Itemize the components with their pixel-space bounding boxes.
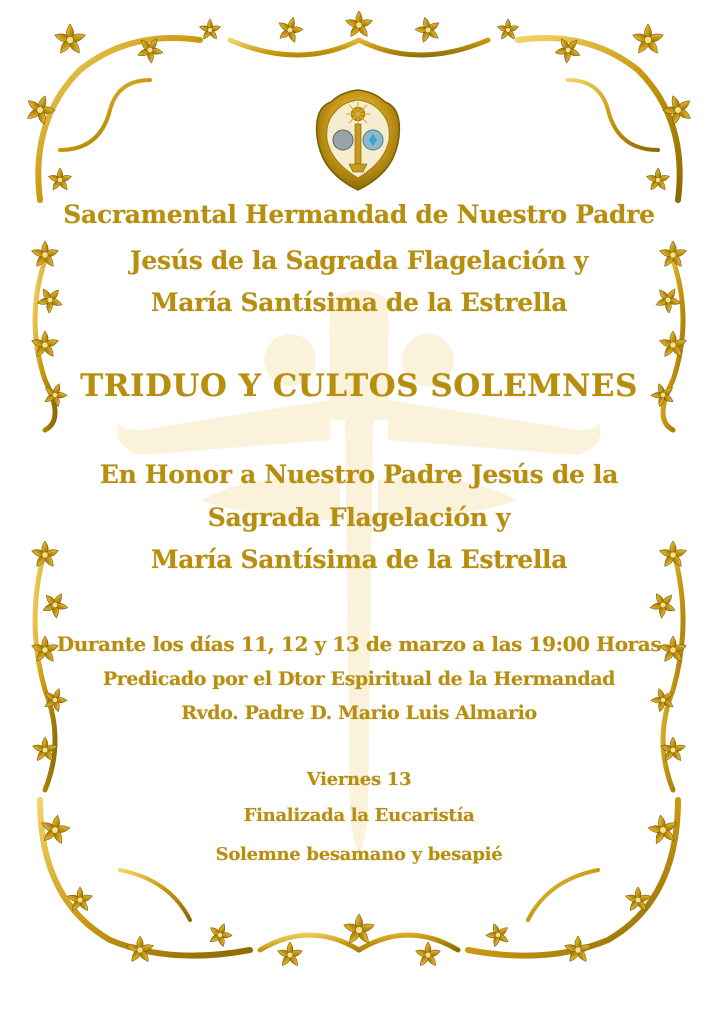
ornament-leaf-icon	[564, 936, 593, 963]
ornament-leaf-icon	[274, 14, 306, 45]
event-headline: TRIDUO Y CULTOS SOLEMNES	[80, 368, 638, 404]
honor-line-1: En Honor a Nuestro Padre Jesús de la	[99, 460, 619, 489]
ornament-scroll-icon	[230, 40, 488, 55]
ornament-leaf-icon	[205, 920, 236, 950]
ornament-leaf-icon	[345, 11, 374, 38]
ornament-leaf-icon	[21, 91, 60, 129]
brotherhood-name-line-2: Jesús de la Sagrada Flagelación y	[129, 246, 589, 275]
brotherhood-name-line-1: Sacramental Hermandad de Nuestro Padre	[63, 200, 655, 229]
ornament-leaf-icon	[645, 587, 681, 622]
ornament-leaf-icon	[343, 914, 376, 945]
ornament-leaf-icon	[199, 19, 221, 40]
ornament-leaf-icon	[412, 14, 444, 45]
ornament-leaf-icon	[632, 24, 665, 55]
ornament-leaf-icon	[54, 24, 87, 55]
ornament-leaf-icon	[497, 19, 519, 40]
ornament-leaf-icon	[646, 168, 670, 191]
preacher-line: Predicado por el Dtor Espiritual de la Hermandad	[102, 668, 616, 690]
ornament-scroll-icon	[528, 870, 598, 920]
schedule-dates: Durante los días 11, 12 y 13 de marzo a las 19:00 Horas	[56, 632, 662, 656]
honor-line-2: Sagrada Flagelación y	[207, 503, 511, 532]
ornament-leaf-icon	[277, 942, 304, 967]
final-day-event: Solemne besamano y besapié	[215, 844, 503, 865]
final-day-after: Finalizada la Eucaristía	[243, 805, 475, 826]
hermandad-crest-icon	[313, 88, 403, 192]
ornament-leaf-icon	[37, 587, 73, 622]
preacher-name: Rvdo. Padre D. Mario Luis Almario	[181, 702, 537, 724]
ornament-leaf-icon	[126, 936, 155, 963]
ornament-scroll-icon	[568, 80, 658, 150]
ornament-leaf-icon	[482, 920, 513, 950]
brotherhood-name-line-3: María Santísima de la Estrella	[150, 288, 568, 317]
honor-line-3: María Santísima de la Estrella	[150, 545, 568, 574]
final-day: Viernes 13	[306, 769, 412, 790]
ornament-leaf-icon	[658, 91, 697, 129]
ornament-leaf-icon	[415, 942, 442, 967]
ornament-scroll-icon	[60, 80, 150, 150]
ornament-leaf-icon	[48, 168, 72, 191]
ornament-scroll-icon	[120, 870, 190, 920]
